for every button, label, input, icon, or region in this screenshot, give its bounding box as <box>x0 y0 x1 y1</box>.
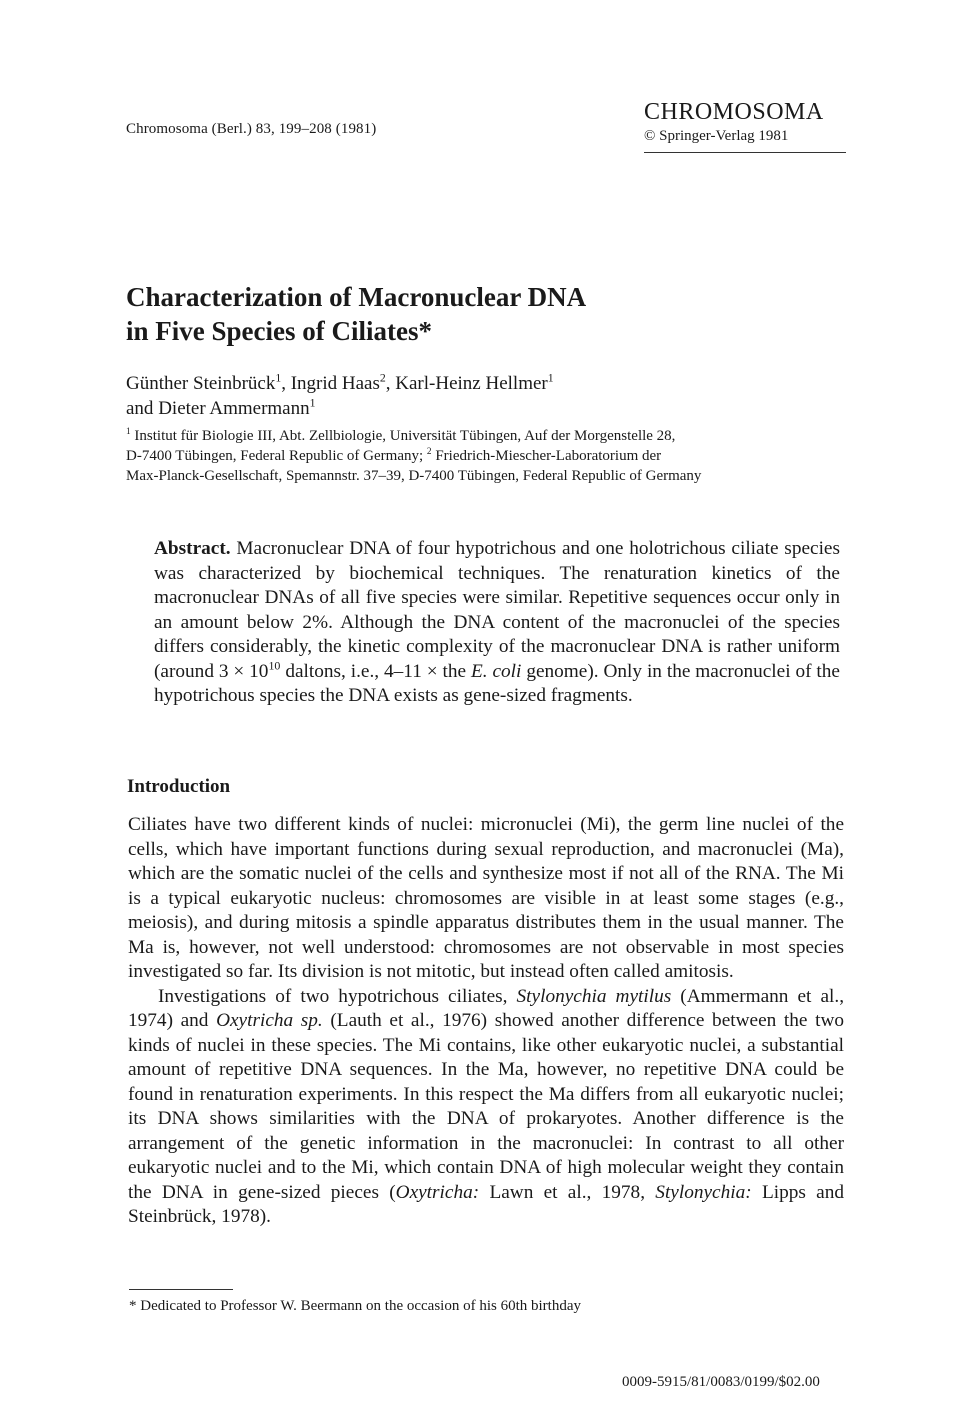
author-line-2 <box>126 396 554 421</box>
affiliation-line-2 <box>126 446 826 466</box>
author-1: Günther Steinbrück <box>126 373 276 394</box>
author-3-affil: 1 <box>547 371 554 385</box>
author-and: and <box>126 398 154 419</box>
abstract-ecoli: E. coli <box>470 660 522 682</box>
author-1-affil: 1 <box>275 371 282 385</box>
affiliations <box>126 426 826 486</box>
title-line-1: Characterization of Macronuclear DNA <box>126 282 587 312</box>
intro-genus-stylonychia: Stylonychia: <box>655 1181 752 1203</box>
intro-paragraph-2 <box>128 985 844 1230</box>
author-4: Dieter Ammermann <box>158 398 310 419</box>
intro-species-oxytricha: Oxytricha sp. <box>216 1010 323 1031</box>
journal-name: CHROMOSOMA <box>644 99 824 125</box>
abstract <box>154 537 840 709</box>
affiliation-1-cont: D-7400 Tübingen, Federal Republic of Germany; <box>126 448 424 464</box>
intro-species-stylonychia: Stylonychia mytilus <box>516 985 672 1007</box>
title-line-2: in Five Species of Ciliates* <box>126 316 432 346</box>
journal-rule <box>644 152 846 153</box>
intro-p2-text-d: Lawn et al., 1978, <box>489 1181 646 1203</box>
author-list <box>126 371 554 421</box>
abstract-text-3: genome). Only in the macronuclei of the hypotrichous species the DNA exists as gene-sized fragments. <box>154 660 840 706</box>
intro-p2-text-c: (Lauth et al., 1976) showed another difference between the two kinds of nuclei in these species. The Mi contains, like other eukaryotic nuclei, a substantial amount of repetitive DNA sequences. In the Ma, however, no repetitive DNA could be found in renaturation experiments. In this respect the Ma differs from all eukaryotic nuclei; its DNA shows similarities with the DNA of prokaryotes. Another difference is the arrangement of the genetic information in the macronuclei: In contrast to all other eukaryotic nuclei and to the Mi, which contain DNA of high molecular weight they contain the DNA in gene-sized pieces ( <box>128 1010 845 1203</box>
section-heading-introduction: Introduction <box>127 776 231 797</box>
author-2: Ingrid Haas <box>290 373 380 394</box>
publisher-copyright: © Springer-Verlag 1981 <box>644 128 789 144</box>
paper-title <box>126 280 586 348</box>
citation: Chromosoma (Berl.) 83, 199–208 (1981) <box>126 121 377 137</box>
author-4-affil: 1 <box>309 396 316 410</box>
intro-p2-text-b: (Ammermann et al., 1974) and <box>128 985 845 1031</box>
affiliation-2-text: Friedrich-Miescher-Laboratorium der <box>435 448 662 464</box>
intro-p2-text-e: Lipps and Steinbrück, 1978). <box>128 1181 844 1227</box>
intro-paragraph-1: Ciliates have two different kinds of nuclei: micronuclei (Mi), the germ line nuclei of the cells, which have important functions during sexual reproduction, and macronuclei (Ma), which are the somatic nuclei of the cells and synthesize most if not all of the RNA. The Mi is a typical eukaryotic nucleus: chromosomes are visible in at least some stages (e.g., meiosis), and during mitosis a spindle apparatus distributes them in the usual manner. The Ma is, however, not well understood: chromosomes are not observable in most species investigated so far. Its division is not mitotic, but instead often called amitosis. <box>128 814 844 982</box>
intro-p2-text-a: Investigations of two hypotrichous ciliates, <box>158 985 508 1007</box>
affiliation-2-marker: 2 <box>426 447 432 457</box>
article-code: 0009-5915/81/0083/0199/$02.00 <box>622 1374 820 1390</box>
journal-block <box>644 98 846 153</box>
abstract-text-1: Macronuclear DNA of four hypotrichous and one holotrichous ciliate species was characterized by biochemical techniques. The renaturation kinetics of the macronuclear DNAs of all five species were similar. Repetitive sequences occur only in an amount below 2%. Although the DNA content of the macronuclei of the species differs considerably, the kinetic complexity of the macronuclear DNA is rather uniform (around 3 × 10 <box>154 538 840 682</box>
footnote: * Dedicated to Professor W. Beermann on the occasion of his 60th birthday <box>129 1298 581 1314</box>
affiliation-1-text: Institut für Biologie III, Abt. Zellbiologie, Universität Tübingen, Auf der Morgenstelle 28, <box>134 428 676 444</box>
affiliation-1-marker: 1 <box>126 427 131 437</box>
intro-genus-oxytricha: Oxytricha: <box>395 1181 480 1203</box>
affiliation-line-3: Max-Planck-Gesellschaft, Spemannstr. 37–39, D-7400 Tübingen, Federal Republic of Germany <box>126 468 702 484</box>
author-line-1: Günther Steinbrück$^1$, Ingrid Haas$^2$, Karl-Heinz Hellmer$^1$ <box>126 371 554 394</box>
abstract-text-2: daltons, i.e., 4–11 × the <box>285 660 467 682</box>
abstract-exponent: 10 <box>268 658 281 673</box>
introduction-body <box>128 813 844 1230</box>
affiliation-line-1 <box>126 426 826 446</box>
author-2-affil: 2 <box>379 371 386 385</box>
abstract-label: Abstract. <box>154 538 231 559</box>
author-3: Karl-Heinz Hellmer <box>395 373 548 394</box>
footnote-rule <box>129 1289 233 1290</box>
